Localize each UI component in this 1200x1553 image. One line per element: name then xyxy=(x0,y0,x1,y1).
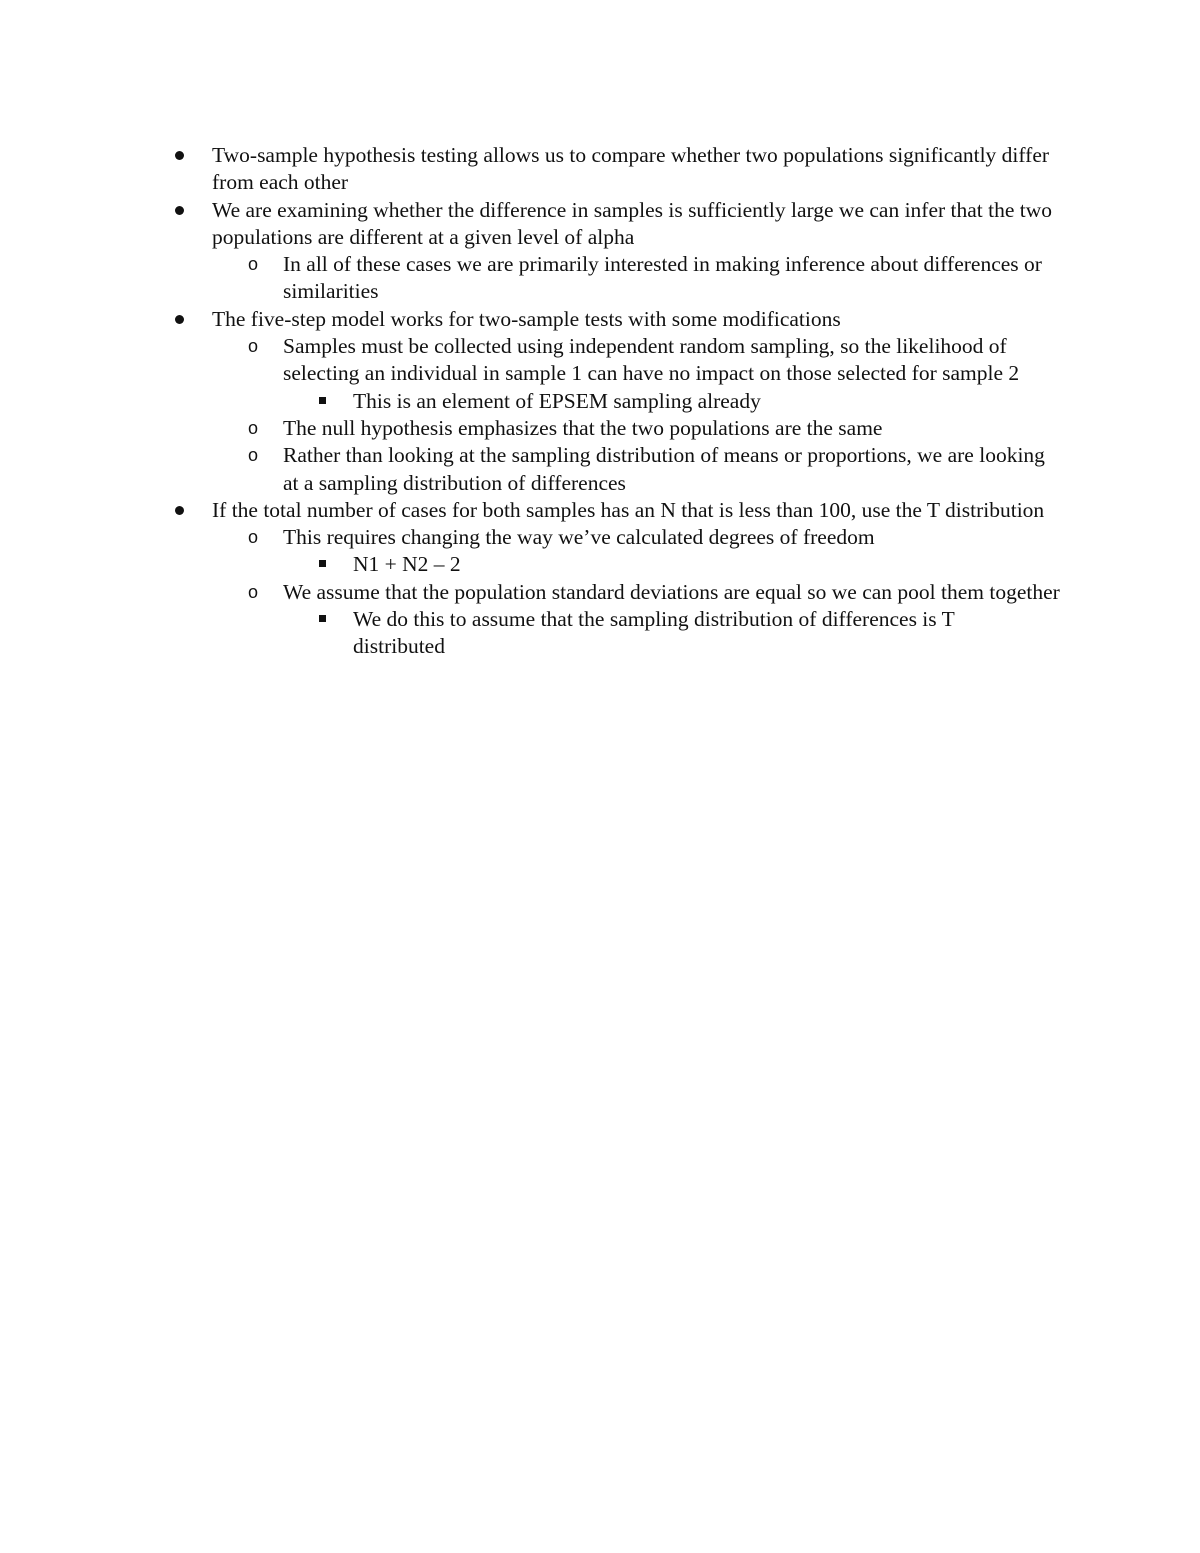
list-item xyxy=(0,333,1063,388)
list-item xyxy=(0,551,1033,578)
list-item xyxy=(0,197,1062,252)
list-item-text: We are examining whether the difference in samples is sufficiently large we can infer that the two populations are different at a given level of alpha xyxy=(212,197,1053,249)
list-item-text: The null hypothesis emphasizes that the two populations are the same xyxy=(283,415,883,440)
bullet-dot-icon xyxy=(175,197,185,224)
list-item xyxy=(0,442,1063,497)
list-item-text: We assume that the population standard deviations are equal so we can pool them together xyxy=(283,579,1060,604)
bullet-square-icon xyxy=(319,388,329,415)
list-item-text: Samples must be collected using independent random sampling, so the likelihood of selecting an individual in sample 1 can have no impact on those selected for sample 2 xyxy=(283,334,1020,386)
list-item xyxy=(0,497,1062,524)
list-item xyxy=(0,388,1033,415)
list-item-text: The five-step model works for two-sample tests with some modifications xyxy=(212,306,841,331)
list-item xyxy=(0,142,1062,197)
bullet-dot-icon xyxy=(175,497,185,524)
bullet-circle-icon: o xyxy=(248,336,259,357)
bullet-circle-icon: o xyxy=(248,417,259,438)
list-item xyxy=(0,579,1063,606)
list-item-text: Two-sample hypothesis testing allows us to compare whether two populations significantly differ from each other xyxy=(212,143,1050,195)
list-item-text: If the total number of cases for both samples has an N that is less than 100, use the T distribution xyxy=(212,497,1045,522)
list-item xyxy=(0,606,1033,661)
list-item-text: This is an element of EPSEM sampling already xyxy=(353,388,761,413)
bullet-circle-icon: o xyxy=(248,445,259,466)
bullet-circle-icon: o xyxy=(248,254,259,275)
bullet-square-icon xyxy=(319,606,329,633)
list-item xyxy=(0,306,1062,333)
list-item xyxy=(0,415,1063,442)
list-item xyxy=(0,251,1063,306)
list-item-text: In all of these cases we are primarily interested in making inference about differences or similarities xyxy=(283,252,1042,304)
list-item-text: Rather than looking at the sampling distribution of means or proportions, we are looking at a sampling distribution of differences xyxy=(283,443,1045,495)
bullet-circle-icon: o xyxy=(248,527,259,548)
list-item-text: We do this to assume that the sampling distribution of differences is T distributed xyxy=(353,607,955,659)
list-item-text: N1 + N2 – 2 xyxy=(353,552,461,577)
bullet-dot-icon xyxy=(175,142,185,169)
list-item xyxy=(0,524,1063,551)
list-item-text: This requires changing the way we’ve calculated degrees of freedom xyxy=(283,525,875,550)
bullet-list xyxy=(0,142,1200,661)
bullet-dot-icon xyxy=(175,306,185,333)
bullet-circle-icon: o xyxy=(248,581,259,602)
bullet-square-icon xyxy=(319,551,329,578)
